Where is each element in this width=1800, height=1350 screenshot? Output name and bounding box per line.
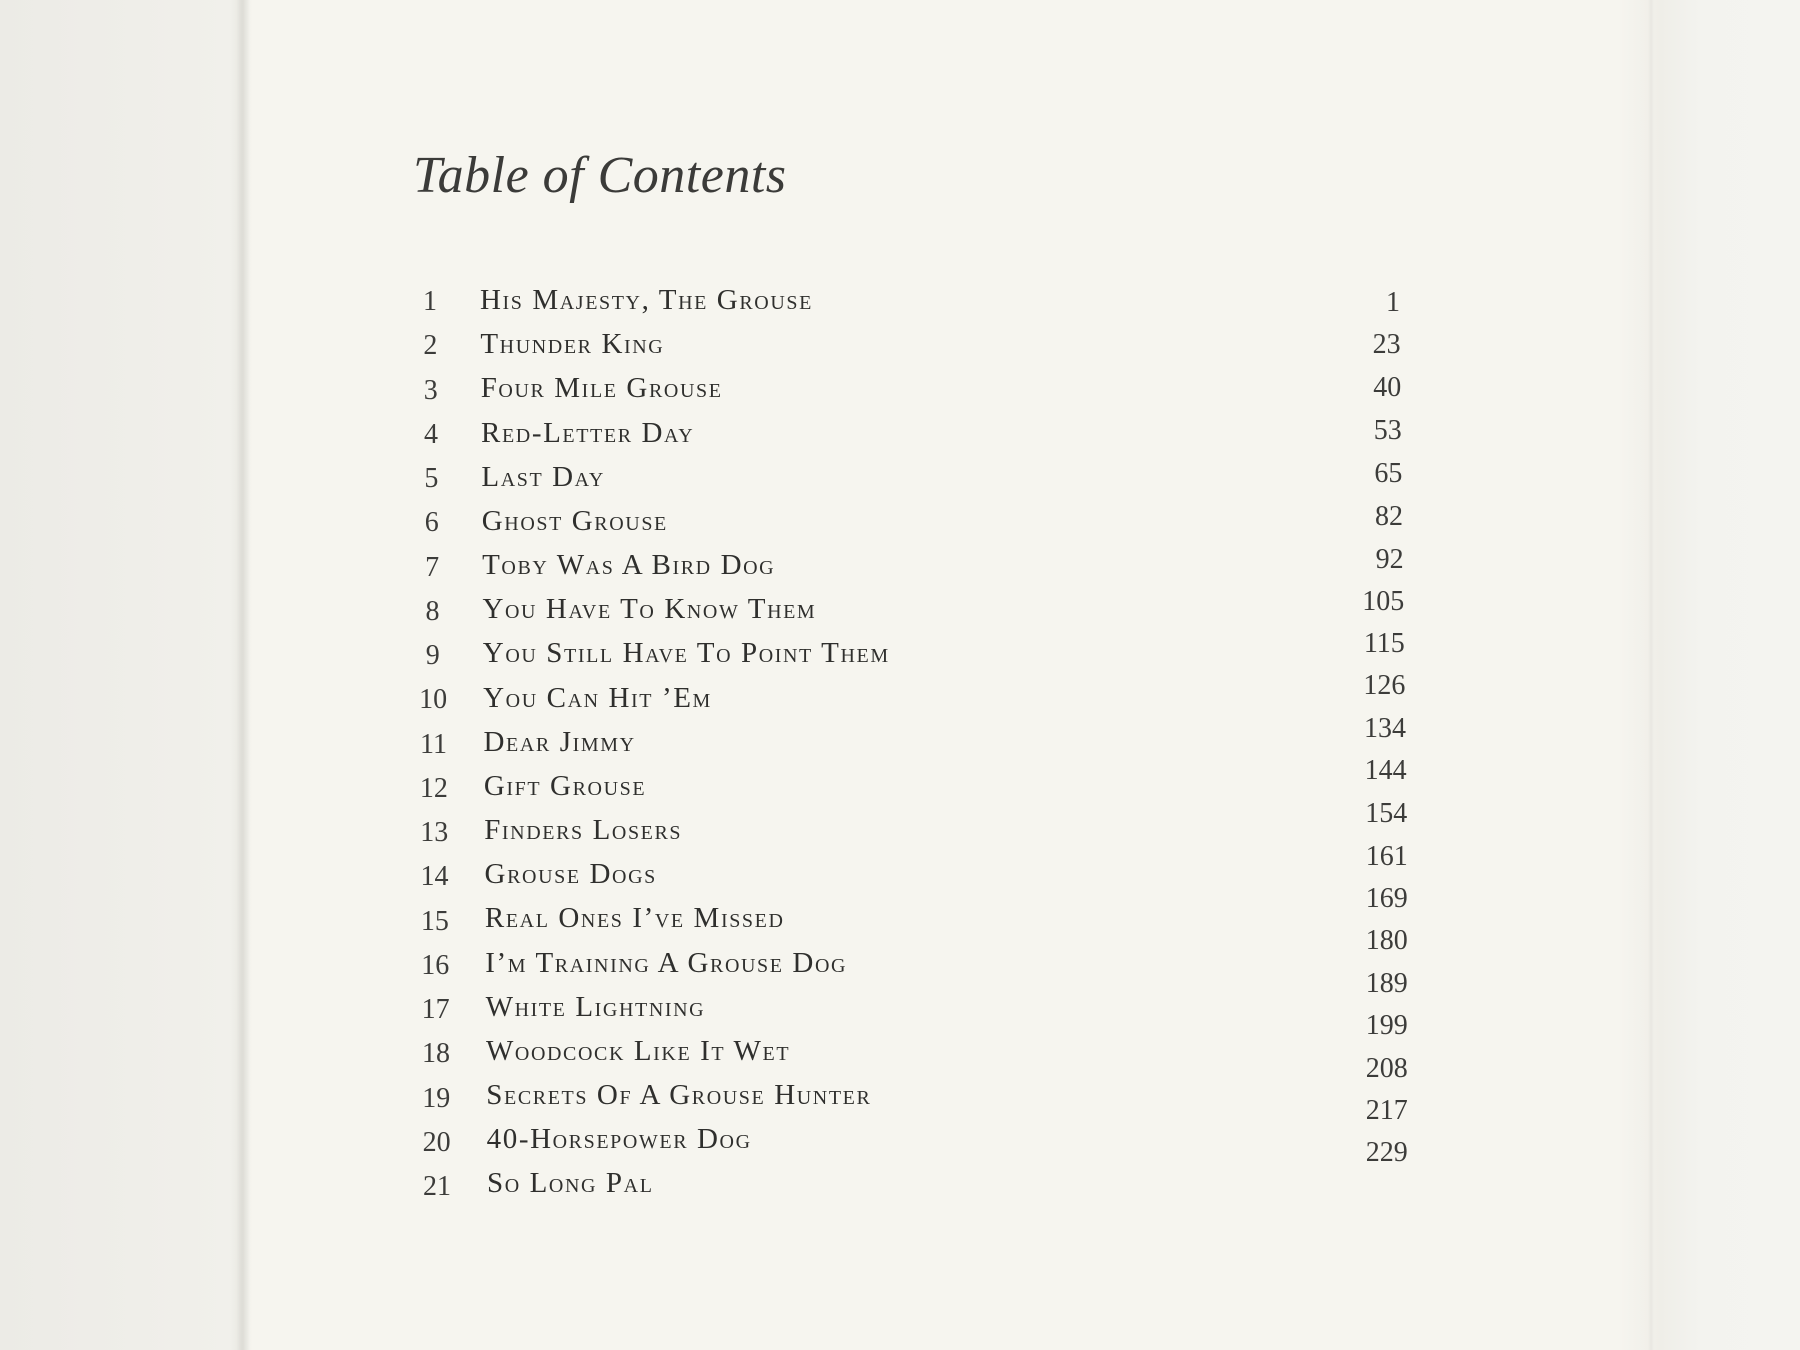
chapter-title: White Lightning xyxy=(485,990,706,1023)
chapter-number: 17 xyxy=(421,994,450,1025)
toc-entry xyxy=(413,636,1413,676)
chapter-number: 5 xyxy=(424,463,439,494)
toc-entry xyxy=(412,592,1412,632)
chapter-title: Secrets Of A Grouse Hunter xyxy=(486,1079,872,1112)
chapter-title: His Majesty, The Grouse xyxy=(480,284,813,316)
page-number: 40 xyxy=(1373,372,1402,403)
toc-entry xyxy=(411,415,1411,455)
chapter-number: 21 xyxy=(423,1171,451,1202)
chapter-number: 1 xyxy=(423,286,437,317)
chapter-title: You Can Hit ’Em xyxy=(483,681,712,714)
page-number: 161 xyxy=(1365,841,1408,872)
toc-entry xyxy=(417,1167,1417,1207)
page-number: 217 xyxy=(1365,1095,1408,1126)
page-number: 92 xyxy=(1375,544,1404,575)
toc-entry xyxy=(415,857,1415,897)
toc-entry xyxy=(415,902,1415,942)
toc-entry xyxy=(413,680,1413,720)
chapter-number: 4 xyxy=(424,418,439,450)
page-number: 180 xyxy=(1365,925,1408,956)
chapter-title: Ghost Grouse xyxy=(481,504,668,537)
chapter-title: Four Mile Grouse xyxy=(480,372,723,405)
page-title: Table of Contents xyxy=(413,147,787,204)
toc-entry xyxy=(416,1034,1416,1074)
chapter-number: 10 xyxy=(419,684,448,716)
page-number: 65 xyxy=(1374,458,1403,489)
chapter-number: 7 xyxy=(425,551,440,583)
chapter-number: 18 xyxy=(421,1038,450,1070)
chapter-number: 2 xyxy=(423,330,438,362)
chapter-title: Finders Losers xyxy=(484,814,683,847)
page-number: 82 xyxy=(1375,501,1403,532)
toc-entry xyxy=(414,725,1414,765)
toc-entry xyxy=(414,769,1414,809)
page-number: 115 xyxy=(1363,628,1405,659)
toc-entry xyxy=(412,503,1412,543)
page-number: 53 xyxy=(1373,415,1402,446)
chapter-title: Last Day xyxy=(481,460,605,493)
toc-entry xyxy=(411,459,1411,499)
chapter-number: 16 xyxy=(421,949,450,981)
chapter-number: 3 xyxy=(423,374,438,406)
chapter-number: 11 xyxy=(420,728,447,760)
chapter-number: 12 xyxy=(419,772,448,804)
chapter-title: 40-Horsepower Dog xyxy=(486,1123,752,1156)
page-number: 199 xyxy=(1365,1010,1408,1041)
chapter-number: 9 xyxy=(425,640,440,671)
chapter-title: Real Ones I’ve Missed xyxy=(484,902,785,935)
chapter-title: Gift Grouse xyxy=(483,769,647,802)
page-number: 144 xyxy=(1364,755,1407,786)
page-number: 189 xyxy=(1365,968,1408,999)
chapter-number: 8 xyxy=(425,595,440,627)
page-number: 1 xyxy=(1386,287,1400,318)
page-number: 105 xyxy=(1362,586,1405,617)
toc-entry xyxy=(410,326,1410,366)
chapter-title: You Have To Know Them xyxy=(482,593,817,626)
chapter-title: I’m Training A Grouse Dog xyxy=(485,946,848,979)
chapter-title: Red-Letter Day xyxy=(481,416,695,449)
toc-entry xyxy=(415,946,1415,986)
page-number: 169 xyxy=(1365,883,1408,914)
chapter-title: Grouse Dogs xyxy=(484,858,657,891)
page-number: 154 xyxy=(1365,798,1408,829)
chapter-title: You Still Have To Point Them xyxy=(482,637,890,670)
chapter-title: Toby Was A Bird Dog xyxy=(482,549,776,582)
chapter-number: 19 xyxy=(422,1082,451,1114)
chapter-number: 20 xyxy=(422,1126,451,1158)
page-number: 23 xyxy=(1372,329,1401,360)
chapter-title: So Long Pal xyxy=(487,1167,654,1200)
chapter-title: Dear Jimmy xyxy=(483,725,636,758)
page-number: 134 xyxy=(1364,713,1406,744)
chapter-number: 6 xyxy=(424,507,439,539)
toc-entry xyxy=(411,371,1411,411)
page-number: 208 xyxy=(1365,1053,1408,1084)
toc-entry xyxy=(416,1079,1416,1119)
toc-entry xyxy=(416,990,1416,1030)
toc-entry xyxy=(417,1123,1417,1163)
toc-entry xyxy=(412,548,1412,588)
chapter-number: 15 xyxy=(420,905,449,937)
chapter-title: Woodcock Like It Wet xyxy=(485,1034,791,1067)
toc-entry xyxy=(410,282,1410,322)
chapter-number: 13 xyxy=(420,817,449,848)
chapter-title: Thunder King xyxy=(480,328,665,361)
page-number: 126 xyxy=(1363,670,1406,701)
chapter-number: 14 xyxy=(420,861,449,893)
toc-entry xyxy=(414,813,1414,853)
page-number: 229 xyxy=(1365,1137,1408,1168)
